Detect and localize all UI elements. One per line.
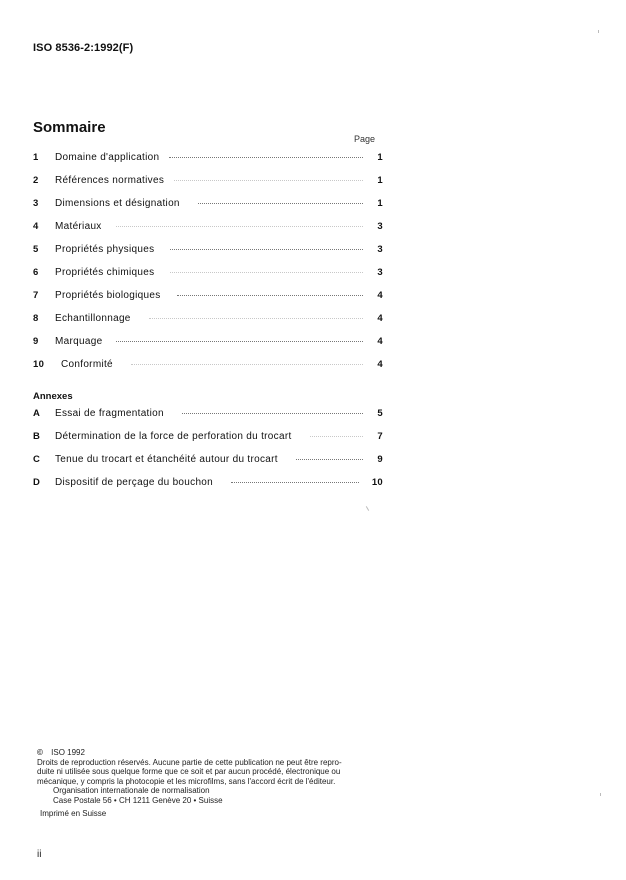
page-title: Sommaire (33, 119, 106, 136)
leader-dots (296, 459, 363, 460)
toc-page: 4 (377, 313, 383, 324)
toc-page: 4 (377, 336, 383, 347)
annex-page: 7 (377, 431, 383, 442)
leader-dots (198, 203, 363, 204)
toc-row-6 (33, 267, 383, 290)
toc-page: 4 (377, 290, 383, 301)
toc-label: Propriétés biologiques (55, 290, 161, 301)
toc-page: 3 (377, 221, 383, 232)
toc-number: 10 (33, 359, 45, 370)
toc-label: Echantillonnage (55, 313, 131, 324)
annex-page: 10 (371, 477, 383, 488)
copyright-icon: © (37, 748, 43, 757)
leader-dots (131, 364, 363, 365)
publisher-name: Organisation internationale de normalisation (53, 786, 210, 795)
copyright-line (37, 748, 387, 758)
toc-label: Propriétés physiques (55, 244, 155, 255)
annex-row-b (33, 431, 383, 454)
annex-label: Détermination de la force de perforation du trocart (55, 431, 292, 442)
annex-row-a (33, 408, 383, 431)
toc-label: Domaine d'application (55, 152, 160, 163)
annex-page: 5 (377, 408, 383, 419)
copyright-notice (37, 748, 387, 805)
annex-letter: D (33, 477, 41, 488)
toc-row-4 (33, 221, 383, 244)
copyright-text-1: Droits de reproduction réservés. Aucune partie de cette publication ne peut être repro- (37, 757, 342, 767)
toc-row-10 (33, 359, 383, 382)
annex-page: 9 (377, 454, 383, 465)
toc-label: Dimensions et désignation (55, 198, 180, 209)
toc-row-1 (33, 152, 383, 175)
leader-dots (169, 157, 363, 158)
page-column-header: Page (354, 134, 376, 144)
toc-number: 8 (33, 313, 39, 324)
annex-label: Tenue du trocart et étanchéité autour du trocart (55, 454, 278, 465)
toc-number: 4 (33, 221, 39, 232)
document-id: ISO 8536-2:1992(F) (33, 42, 134, 54)
annexes-heading: Annexes (33, 391, 73, 402)
toc-label: Matériaux (55, 221, 102, 232)
toc-row-5 (33, 244, 383, 267)
copyright-text-3: mécanique, y compris la photocopie et les microfilms, sans l'accord écrit de l'éditeur. (37, 776, 336, 786)
leader-dots (310, 436, 363, 437)
leader-dots (116, 226, 363, 227)
copyright-text-2: duite ni utilisée sous quelque forme que ce soit et par aucun procédé, électronique ou (37, 767, 341, 776)
printed-in: Imprimé en Suisse (40, 809, 107, 818)
copyright-year: ISO 1992 (51, 748, 85, 757)
toc-number: 2 (33, 175, 39, 186)
toc-page: 1 (377, 198, 383, 209)
toc-page: 3 (377, 244, 383, 255)
annex-letter: C (33, 454, 41, 465)
toc-row-9 (33, 336, 383, 359)
toc-label: Marquage (55, 336, 103, 347)
leader-dots (182, 413, 363, 414)
toc-number: 5 (33, 244, 39, 255)
annex-label: Essai de fragmentation (55, 408, 164, 419)
toc-row-3 (33, 198, 383, 221)
leader-dots (116, 341, 363, 342)
toc-number: 7 (33, 290, 39, 301)
leader-dots (177, 295, 363, 296)
leader-dots (149, 318, 363, 319)
toc-row-7 (33, 290, 383, 313)
leader-dots (170, 249, 363, 250)
toc-label: Références normatives (55, 175, 165, 186)
scan-speck (598, 30, 599, 33)
scan-speck (366, 506, 369, 511)
leader-dots (170, 272, 363, 273)
annex-letter: B (33, 431, 41, 442)
toc-label: Conformité (61, 359, 113, 370)
scan-speck (600, 793, 601, 796)
annexes-list (33, 408, 383, 500)
annex-letter: A (33, 408, 41, 419)
toc-label: Propriétés chimiques (55, 267, 155, 278)
toc-number: 6 (33, 267, 39, 278)
page-number: ii (37, 849, 42, 860)
toc-page: 1 (377, 152, 383, 163)
table-of-contents (33, 152, 383, 382)
annex-row-c (33, 454, 383, 477)
leader-dots (174, 180, 363, 181)
toc-row-2 (33, 175, 383, 198)
leader-dots (231, 482, 359, 483)
annex-label: Dispositif de perçage du bouchon (55, 477, 214, 488)
toc-number: 3 (33, 198, 39, 209)
toc-row-8 (33, 313, 383, 336)
toc-number: 1 (33, 152, 39, 163)
toc-page: 4 (377, 359, 383, 370)
publisher-address: Case Postale 56 • CH 1211 Genève 20 • Suisse (53, 795, 223, 805)
toc-number: 9 (33, 336, 39, 347)
annex-row-d (33, 477, 383, 500)
toc-page: 3 (377, 267, 383, 278)
toc-page: 1 (377, 175, 383, 186)
